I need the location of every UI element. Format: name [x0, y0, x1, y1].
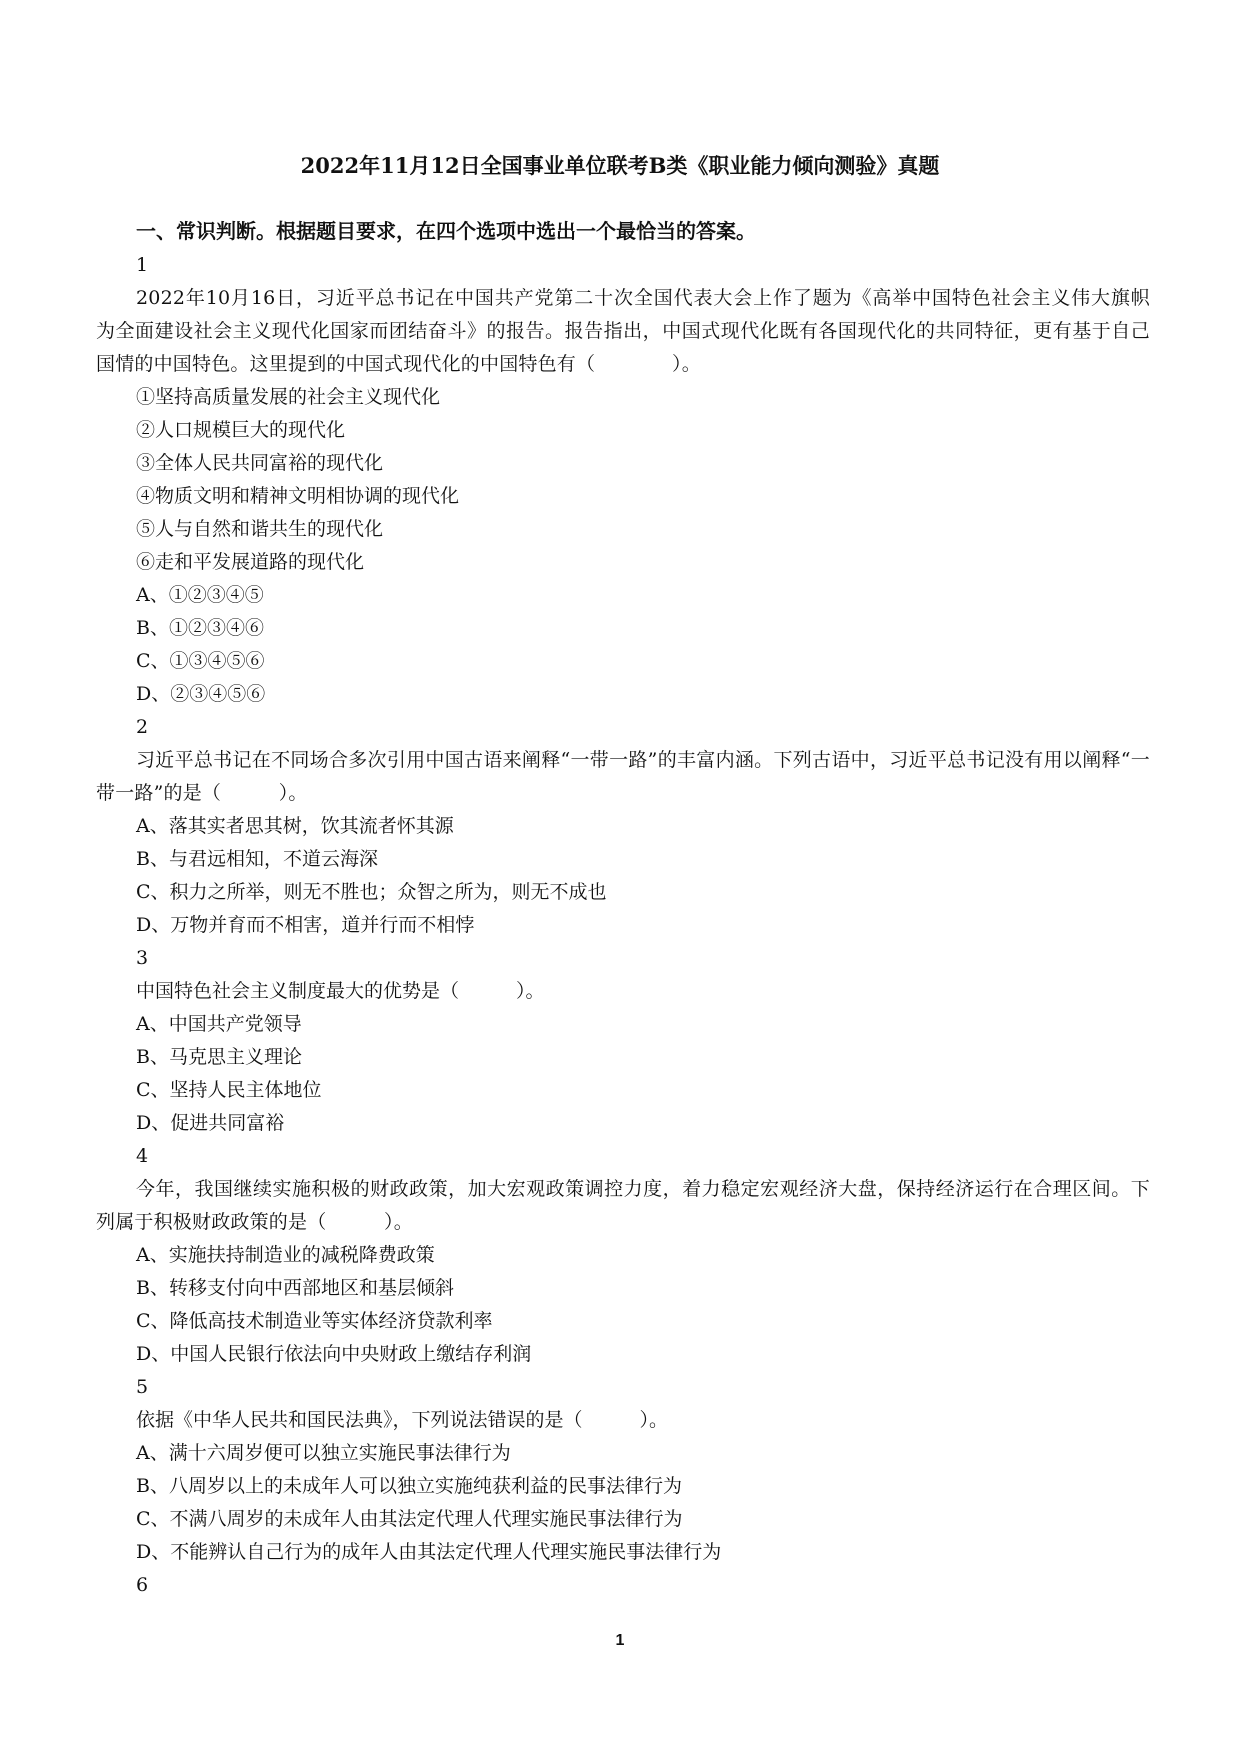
answer-option-a: A、落其实者思其树，饮其流者怀其源 — [136, 815, 454, 837]
question-number: 1 — [136, 254, 149, 276]
answer-option-d: D、万物并育而不相害，道并行而不相悖 — [136, 914, 475, 936]
answer-option-c: C、不满八周岁的未成年人由其法定代理人代理实施民事法律行为 — [136, 1508, 683, 1530]
statement-item: ④物质文明和精神文明相协调的现代化 — [136, 485, 460, 507]
question-1 — [96, 249, 1170, 711]
question-6 — [96, 1569, 1150, 1602]
question-stem: 2022年10月16日，习近平总书记在中国共产党第二十次全国代表大会上作了题为《高举中国特色社会主义伟大旗帜 为全面建设社会主义现代化国家而团结奋斗》的报告。报告指出，中国式现代化既有各国现代化的共同特征，更有基于自己国情的中国特色。这里提到的中国式现代化的中国特色有（ ）。 — [96, 287, 1170, 375]
answer-option-a: A、实施扶持制造业的减税降费政策 — [136, 1244, 435, 1266]
answer-option-b: B、与君远相知，不道云海深 — [136, 848, 378, 870]
statement-item: ②人口规模巨大的现代化 — [136, 419, 346, 441]
question-stem: 依据《中华人民共和国民法典》，下列说法错误的是（ ）。 — [136, 1409, 669, 1431]
page-number: 1 — [615, 1632, 625, 1649]
answer-option-d: D、促进共同富裕 — [136, 1112, 285, 1134]
answer-option-c: C、积力之所举，则无不胜也；众智之所为，则无不成也 — [136, 881, 607, 903]
statement-item: ③全体人民共同富裕的现代化 — [136, 452, 384, 474]
question-number: 4 — [136, 1145, 149, 1167]
answer-option-a: A、中国共产党领导 — [136, 1013, 302, 1035]
answer-option-b: B、①②③④⑥ — [136, 617, 264, 639]
question-number: 6 — [136, 1574, 149, 1596]
answer-option-b: B、转移支付向中西部地区和基层倾斜 — [136, 1277, 454, 1299]
question-stem: 习近平总书记在不同场合多次引用中国古语来阐释“一带一路”的丰富内涵。下列古语中，习近平总书记没有用以阐释“一带一路”的是（ ）。 — [96, 749, 1150, 804]
question-2 — [96, 711, 1150, 942]
question-number: 5 — [136, 1376, 149, 1398]
section-heading: 一、常识判断。根据题目要求，在四个选项中选出一个最恰当的答案。 — [136, 219, 756, 243]
question-5 — [96, 1371, 1150, 1569]
question-3 — [96, 942, 1150, 1140]
document-title: 2022年11月12日全国事业单位联考B类《职业能力倾向测验》真题 — [300, 153, 940, 178]
question-4 — [96, 1140, 1150, 1371]
answer-option-d: D、不能辨认自己行为的成年人由其法定代理人代理实施民事法律行为 — [136, 1541, 722, 1563]
answer-option-a: A、满十六周岁便可以独立实施民事法律行为 — [136, 1442, 511, 1464]
answer-option-d: D、②③④⑤⑥ — [136, 683, 266, 705]
answer-option-d: D、中国人民银行依法向中央财政上缴结存利润 — [136, 1343, 532, 1365]
question-stem: 中国特色社会主义制度最大的优势是（ ）。 — [136, 980, 545, 1002]
question-stem: 今年，我国继续实施积极的财政政策，加大宏观政策调控力度，着力稳定宏观经济大盘，保持经济运行在合理区间。下列属于积极财政政策的是（ ）。 — [96, 1178, 1150, 1233]
question-number: 3 — [136, 947, 149, 969]
statement-item: ①坚持高质量发展的社会主义现代化 — [136, 386, 441, 408]
answer-option-c: C、降低高技术制造业等实体经济贷款利率 — [136, 1310, 493, 1332]
question-number: 2 — [136, 716, 149, 738]
answer-option-c: C、①③④⑤⑥ — [136, 650, 265, 672]
answer-option-c: C、坚持人民主体地位 — [136, 1079, 322, 1101]
answer-option-a: A、①②③④⑤ — [136, 584, 264, 606]
document-body — [96, 215, 1170, 1602]
answer-option-b: B、马克思主义理论 — [136, 1046, 302, 1068]
statement-item: ⑥走和平发展道路的现代化 — [136, 551, 365, 573]
answer-option-b: B、八周岁以上的未成年人可以独立实施纯获利益的民事法律行为 — [136, 1475, 682, 1497]
statement-item: ⑤人与自然和谐共生的现代化 — [136, 518, 384, 540]
